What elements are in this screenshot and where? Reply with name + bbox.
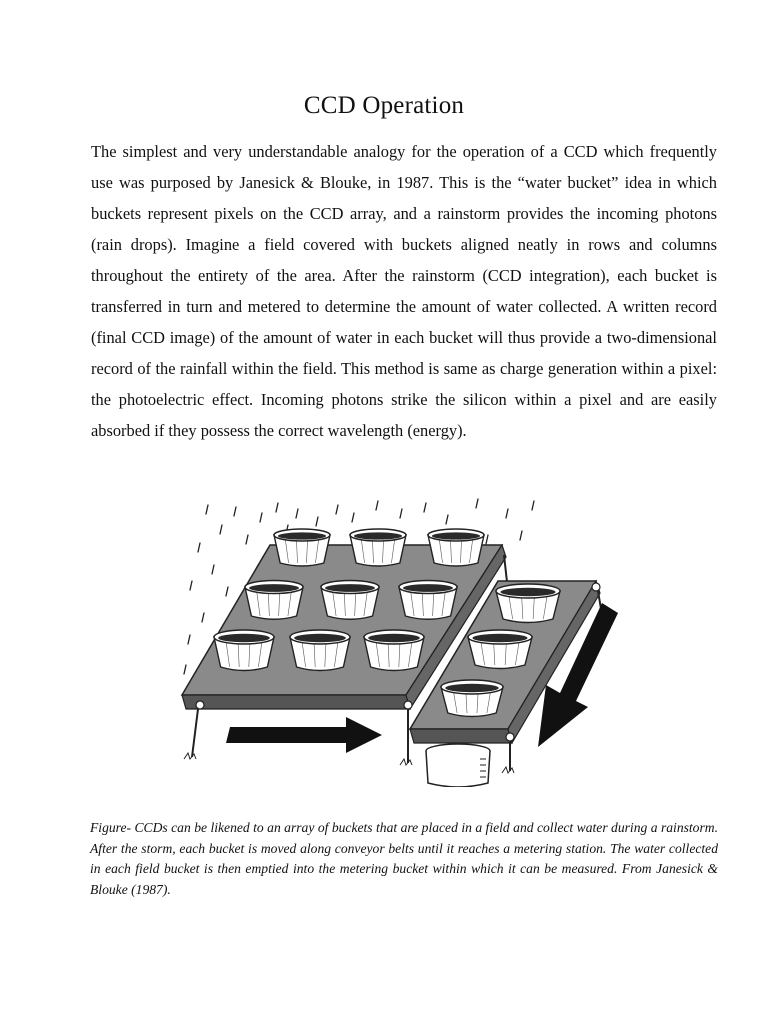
bucket (350, 529, 406, 566)
water-bucket-illustration-icon (178, 495, 620, 787)
bucket (245, 581, 303, 620)
bucket (399, 581, 457, 620)
body-paragraph: The simplest and very understandable analogy for the operation of a CCD which frequently use was purposed by Janesick & Blouke, in 1987. This is the “water bucket” idea in which buckets represent pixels on the CCD array, and a rainstorm provides the incoming photons (rain drops). Imagine a field covered with buckets aligned neatly in rows and columns throughout the entirety of the area. After the rainstorm (CCD integration), each bucket is transferred in turn and metered to determine the amount of water collected. A written record (final CCD image) of the amount of water in each bucket will thus provide a two-dimensional record of the rainfall within the field. This method is same as charge generation within a pixel: the photoelectric effect. Incoming photons strike the silicon within a pixel and are easily absorbed if they possess the correct wavelength (energy). (91, 142, 717, 440)
bucket (364, 630, 424, 671)
bucket (321, 581, 379, 620)
bucket (441, 680, 503, 717)
right-arrow-icon (226, 717, 382, 753)
page-title: CCD Operation (303, 92, 465, 119)
bucket (496, 584, 560, 623)
bucket (214, 630, 274, 671)
bucket (290, 630, 350, 671)
bucket-figure (178, 495, 620, 787)
bucket (428, 529, 484, 566)
bucket (468, 630, 532, 669)
metering-bucket (426, 744, 490, 787)
bucket (274, 529, 330, 566)
figure-caption: Figure- CCDs can be likened to an array of buckets that are placed in a field and collect water during a rainstorm. After the storm, each bucket is moved along conveyor belts until it reaches a metering station. The water collected in each field bucket is then emptied into the metering bucket within which it can be measured. From Janesick & Blouke (1987). (90, 820, 718, 897)
